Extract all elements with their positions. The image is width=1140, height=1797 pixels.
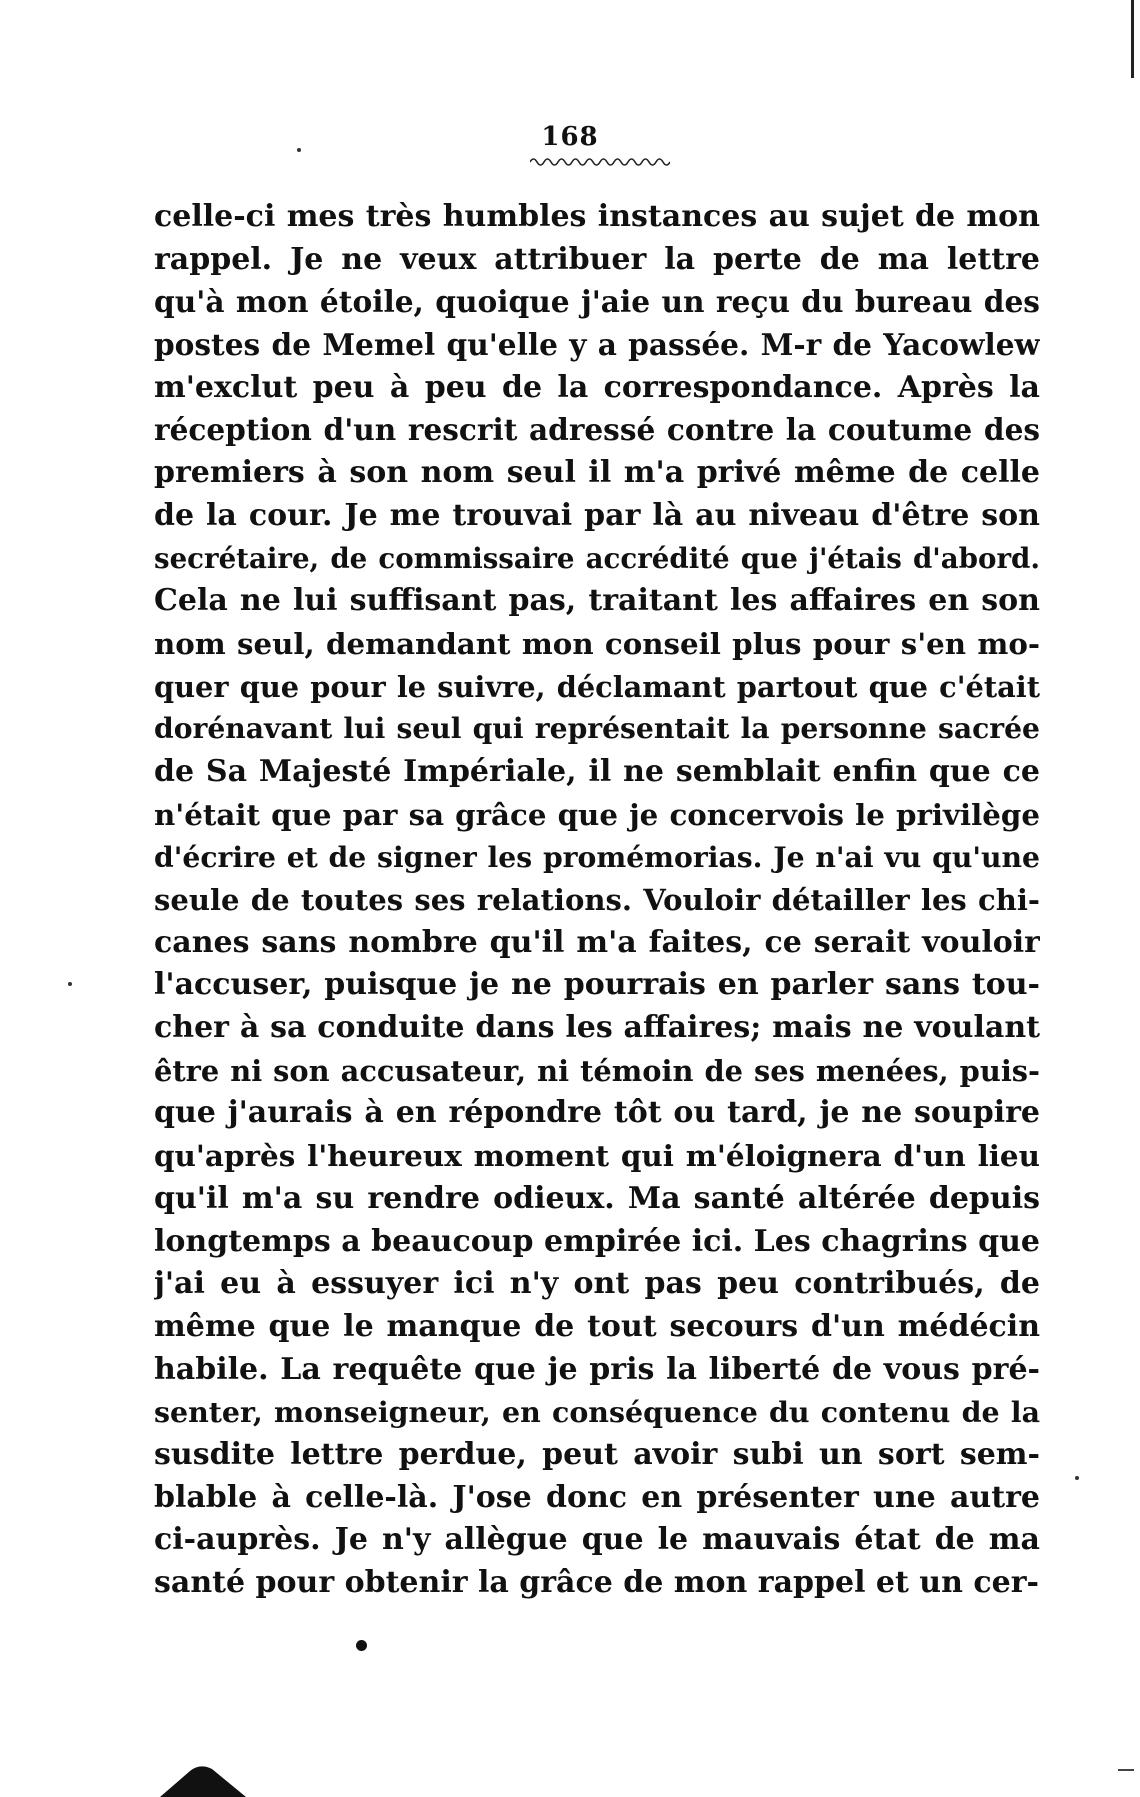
text-line: longtemps a beaucoup empirée ici. Les chagrins que xyxy=(154,1223,1040,1259)
text-line: cher à sa conduite dans les affaires; mais ne voulant xyxy=(154,1010,1040,1046)
text-line: secrétaire, de commissaire accrédité que j'étais d'abord. xyxy=(154,541,1040,575)
text-line: ci-auprès. Je n'y allègue que le mauvais état de ma xyxy=(154,1522,1040,1558)
text-line: blable à celle-là. J'ose donc en présenter une autre xyxy=(154,1479,1040,1515)
text-line: quer que pour le suivre, déclamant partout que c'était xyxy=(154,669,1040,704)
text-line: même que le manque de tout secours d'un médécin xyxy=(154,1308,1040,1344)
print-speck xyxy=(297,148,301,152)
page-number: 168 xyxy=(541,122,599,152)
text-line: rappel. Je ne veux attribuer la perte de ma lettre xyxy=(154,241,1040,277)
text-line: premiers à son nom seul il m'a privé même de celle xyxy=(154,455,1040,491)
text-line: canes sans nombre qu'il m'a faites, ce serait vouloir xyxy=(154,924,1040,960)
text-line: postes de Memel qu'elle y a passée. M-r de Yacowlew xyxy=(154,327,1040,363)
text-line: seule de toutes ses relations. Vouloir détailler les chi- xyxy=(154,883,1040,917)
text-line: être ni son accusateur, ni témoin de ses menées, puis- xyxy=(154,1053,1040,1088)
text-line: santé pour obtenir la grâce de mon rappel et un cer- xyxy=(154,1565,1039,1600)
text-line: Cela ne lui suffisant pas, traitant les affaires en son xyxy=(154,583,1040,619)
print-speck xyxy=(68,982,72,986)
text-line: de la cour. Je me trouvai par là au niveau d'être son xyxy=(154,497,1040,533)
text-line: que j'aurais à en répondre tôt ou tard, je ne soupire xyxy=(154,1095,1040,1131)
text-line: habile. La requête que je pris la liberté de vous pré- xyxy=(154,1351,1040,1387)
page-edge-rule xyxy=(1131,0,1134,78)
ink-dot xyxy=(356,1640,367,1651)
text-line: j'ai eu à essuyer ici n'y ont pas peu contribués, de xyxy=(154,1266,1040,1302)
text-line: qu'à mon étoile, quoique j'aie un reçu du bureau des xyxy=(154,284,1040,320)
text-line: l'accuser, puisque je ne pourrais en parler sans tou- xyxy=(154,967,1040,1003)
wavy-ornament xyxy=(530,156,670,168)
text-line: qu'après l'heureux moment qui m'éloignera d'un lieu xyxy=(154,1138,1040,1174)
text-line: qu'il m'a su rendre odieux. Ma santé altérée depuis xyxy=(154,1180,1040,1216)
text-line: d'écrire et de signer les promémorias. Je n'ai vu qu'une xyxy=(154,840,1040,875)
torn-corner-mark xyxy=(160,1763,246,1797)
text-line: de Sa Majesté Impériale, il ne semblait enfin que ce xyxy=(154,753,1040,789)
text-line: senter, monseigneur, en conséquence du contenu de la xyxy=(154,1395,1040,1430)
text-line: susdite lettre perdue, peut avoir subi un sort sem- xyxy=(154,1436,1040,1472)
text-line: dorénavant lui seul qui représentait la personne sacrée xyxy=(154,712,1040,746)
text-line: n'était que par sa grâce que je concervois le privilège xyxy=(154,797,1040,832)
text-line: réception d'un rescrit adressé contre la coutume des xyxy=(154,412,1040,448)
body-text xyxy=(154,196,1040,1605)
text-line: celle-ci mes très humbles instances au sujet de mon xyxy=(154,199,1040,234)
text-line: m'exclut peu à peu de la correspondance. Après la xyxy=(154,369,1040,405)
edge-mark xyxy=(1118,1769,1134,1771)
text-line: nom seul, demandant mon conseil plus pour s'en mo- xyxy=(154,626,1040,661)
print-speck xyxy=(1075,1476,1079,1480)
